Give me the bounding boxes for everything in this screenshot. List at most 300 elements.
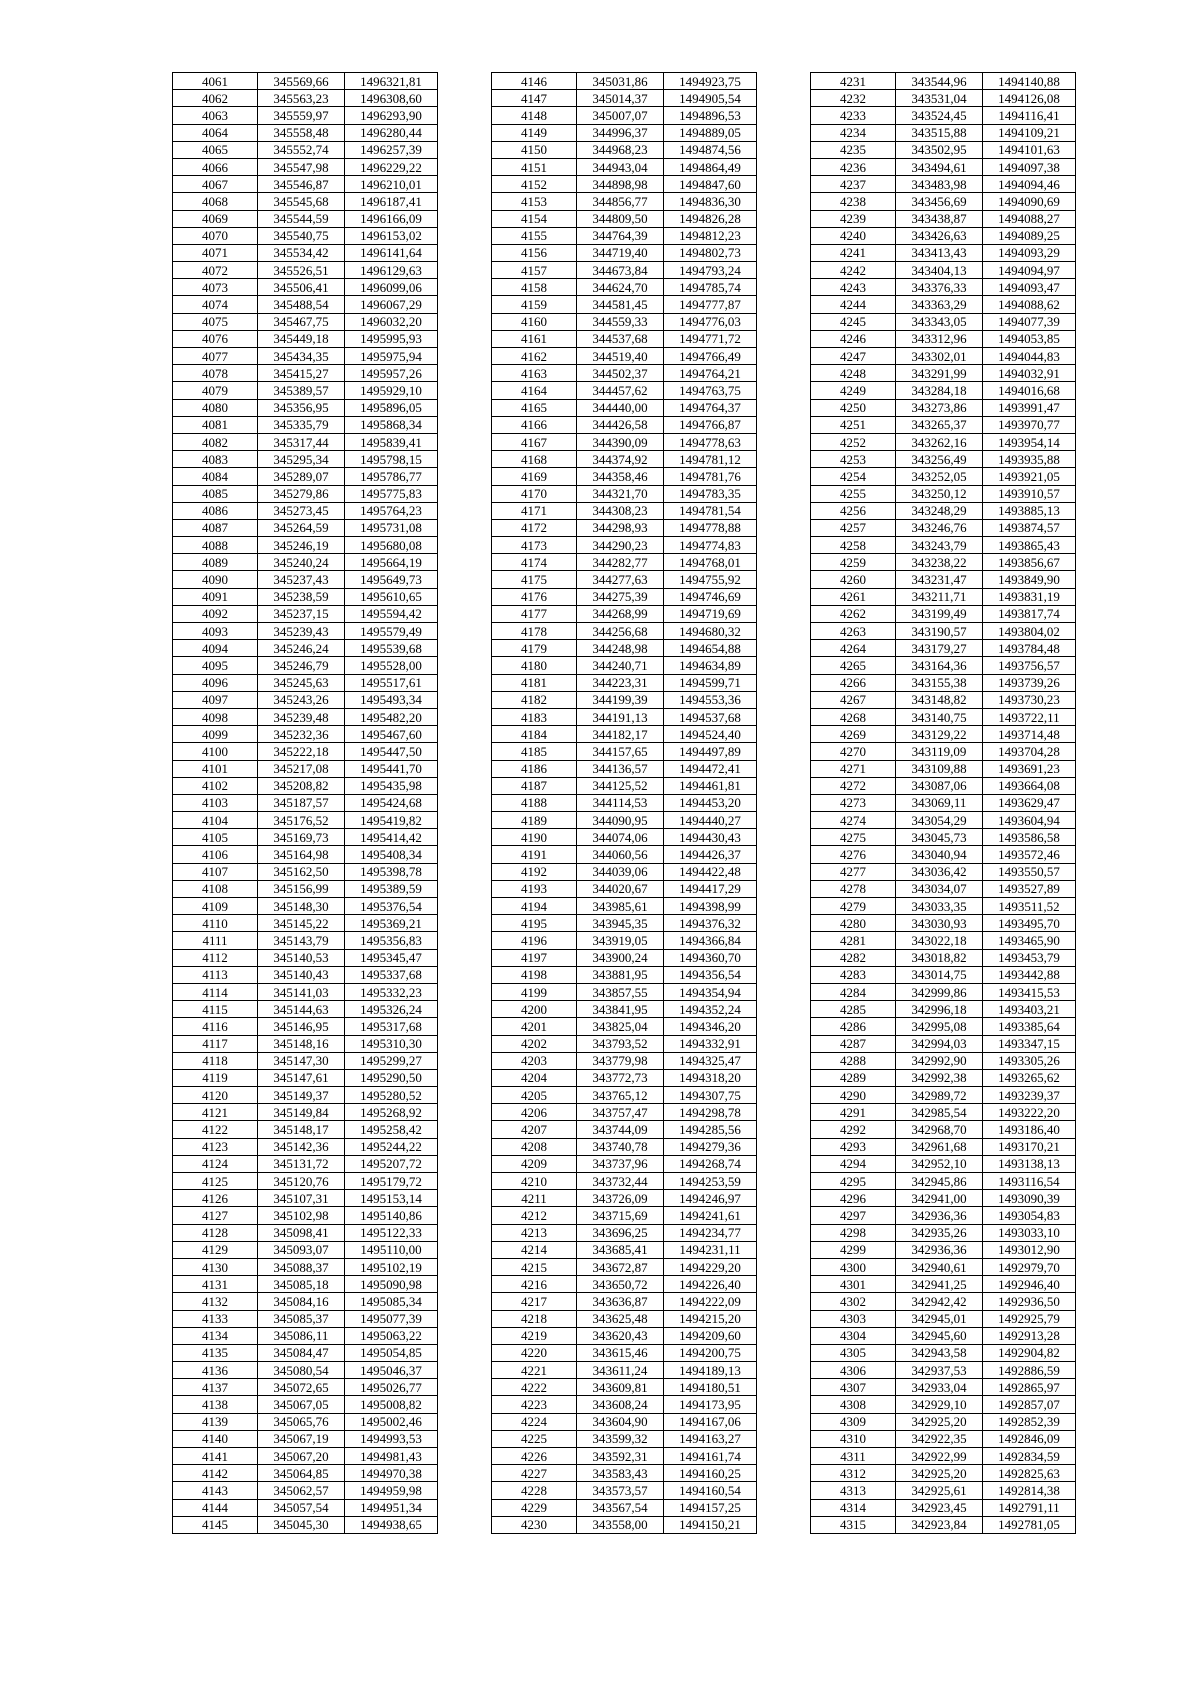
x-coordinate-cell: 345389,57	[258, 382, 345, 399]
x-coordinate-cell: 342995,08	[896, 1018, 983, 1035]
point-number-cell: 4246	[811, 330, 896, 347]
x-coordinate-cell: 344282,77	[577, 554, 664, 571]
y-coordinate-cell: 1493527,89	[983, 880, 1076, 897]
x-coordinate-cell: 344298,93	[577, 519, 664, 536]
table-row	[492, 708, 757, 725]
x-coordinate-cell: 343515,88	[896, 124, 983, 141]
x-coordinate-cell: 343609,81	[577, 1379, 664, 1396]
x-coordinate-cell: 342952,10	[896, 1155, 983, 1172]
x-coordinate-cell: 342925,20	[896, 1465, 983, 1482]
table-row	[492, 829, 757, 846]
table-row	[492, 1482, 757, 1499]
y-coordinate-cell: 1494246,97	[664, 1190, 757, 1207]
x-coordinate-cell: 344191,13	[577, 708, 664, 725]
table-row	[811, 1499, 1076, 1516]
y-coordinate-cell: 1495447,50	[345, 743, 438, 760]
table-row	[173, 640, 438, 657]
y-coordinate-cell: 1493722,11	[983, 708, 1076, 725]
point-number-cell: 4177	[492, 605, 577, 622]
table-row	[173, 244, 438, 261]
x-coordinate-cell: 343265,37	[896, 416, 983, 433]
y-coordinate-cell: 1494599,71	[664, 674, 757, 691]
y-coordinate-cell: 1495179,72	[345, 1173, 438, 1190]
point-number-cell: 4186	[492, 760, 577, 777]
table-row	[811, 519, 1076, 536]
y-coordinate-cell: 1494346,20	[664, 1018, 757, 1035]
x-coordinate-cell: 345295,34	[258, 451, 345, 468]
y-coordinate-cell: 1495299,27	[345, 1052, 438, 1069]
x-coordinate-cell: 345547,98	[258, 158, 345, 175]
point-number-cell: 4245	[811, 313, 896, 330]
y-coordinate-cell: 1494163,27	[664, 1430, 757, 1447]
point-number-cell: 4074	[173, 296, 258, 313]
table-row	[811, 296, 1076, 313]
table-row	[492, 193, 757, 210]
x-coordinate-cell: 344673,84	[577, 262, 664, 279]
table-row	[492, 365, 757, 382]
point-number-cell: 4288	[811, 1052, 896, 1069]
table-row	[811, 73, 1076, 90]
y-coordinate-cell: 1495798,15	[345, 451, 438, 468]
x-coordinate-cell: 345143,79	[258, 932, 345, 949]
point-number-cell: 4308	[811, 1396, 896, 1413]
point-number-cell: 4261	[811, 588, 896, 605]
x-coordinate-cell: 345506,41	[258, 279, 345, 296]
table-row	[173, 313, 438, 330]
x-coordinate-cell: 343248,29	[896, 502, 983, 519]
x-coordinate-cell: 343620,43	[577, 1327, 664, 1344]
x-coordinate-cell: 344248,98	[577, 640, 664, 657]
point-number-cell: 4295	[811, 1173, 896, 1190]
point-number-cell: 4230	[492, 1516, 577, 1533]
y-coordinate-cell: 1494200,75	[664, 1344, 757, 1361]
point-number-cell: 4151	[492, 158, 577, 175]
table-row	[173, 1104, 438, 1121]
table-row	[811, 365, 1076, 382]
point-number-cell: 4162	[492, 348, 577, 365]
point-number-cell: 4254	[811, 468, 896, 485]
table-row	[492, 1035, 757, 1052]
y-coordinate-cell: 1495664,19	[345, 554, 438, 571]
y-coordinate-cell: 1495957,26	[345, 365, 438, 382]
table-row	[811, 1258, 1076, 1275]
y-coordinate-cell: 1493604,94	[983, 812, 1076, 829]
table-row	[492, 1396, 757, 1413]
y-coordinate-cell: 1494229,20	[664, 1258, 757, 1275]
y-coordinate-cell: 1495077,39	[345, 1310, 438, 1327]
x-coordinate-cell: 344856,77	[577, 193, 664, 210]
y-coordinate-cell: 1494763,75	[664, 382, 757, 399]
table-row	[811, 760, 1076, 777]
y-coordinate-cell: 1495310,30	[345, 1035, 438, 1052]
point-number-cell: 4120	[173, 1087, 258, 1104]
point-number-cell: 4125	[173, 1173, 258, 1190]
x-coordinate-cell: 344290,23	[577, 537, 664, 554]
y-coordinate-cell: 1493415,53	[983, 983, 1076, 1000]
y-coordinate-cell: 1493511,52	[983, 898, 1076, 915]
table-row	[492, 1448, 757, 1465]
x-coordinate-cell: 343611,24	[577, 1362, 664, 1379]
point-number-cell: 4198	[492, 966, 577, 983]
table-row	[811, 1155, 1076, 1172]
y-coordinate-cell: 1494826,28	[664, 210, 757, 227]
x-coordinate-cell: 345540,75	[258, 227, 345, 244]
y-coordinate-cell: 1494746,69	[664, 588, 757, 605]
x-coordinate-cell: 343650,72	[577, 1276, 664, 1293]
table-row	[811, 416, 1076, 433]
y-coordinate-cell: 1496129,63	[345, 262, 438, 279]
x-coordinate-cell: 345147,30	[258, 1052, 345, 1069]
y-coordinate-cell: 1492865,97	[983, 1379, 1076, 1396]
y-coordinate-cell: 1494781,12	[664, 451, 757, 468]
table-row	[811, 1087, 1076, 1104]
table-row	[492, 863, 757, 880]
x-coordinate-cell: 343793,52	[577, 1035, 664, 1052]
table-row	[173, 708, 438, 725]
table-row	[173, 605, 438, 622]
table-row	[811, 932, 1076, 949]
point-number-cell: 4275	[811, 829, 896, 846]
point-number-cell: 4292	[811, 1121, 896, 1138]
y-coordinate-cell: 1493885,13	[983, 502, 1076, 519]
y-coordinate-cell: 1493849,90	[983, 571, 1076, 588]
table-row	[492, 1241, 757, 1258]
table-row	[173, 1121, 438, 1138]
x-coordinate-cell: 345545,68	[258, 193, 345, 210]
table-row	[173, 468, 438, 485]
point-number-cell: 4242	[811, 262, 896, 279]
point-number-cell: 4179	[492, 640, 577, 657]
table-row	[173, 416, 438, 433]
y-coordinate-cell: 1493910,57	[983, 485, 1076, 502]
y-coordinate-cell: 1495008,82	[345, 1396, 438, 1413]
x-coordinate-cell: 343413,43	[896, 244, 983, 261]
x-coordinate-cell: 343592,31	[577, 1448, 664, 1465]
x-coordinate-cell: 343558,00	[577, 1516, 664, 1533]
y-coordinate-cell: 1495610,65	[345, 588, 438, 605]
x-coordinate-cell: 344275,39	[577, 588, 664, 605]
y-coordinate-cell: 1496141,64	[345, 244, 438, 261]
y-coordinate-cell: 1494417,29	[664, 880, 757, 897]
coordinates-table-1	[172, 72, 438, 1534]
x-coordinate-cell: 344502,37	[577, 365, 664, 382]
table-row	[492, 1362, 757, 1379]
x-coordinate-cell: 343022,18	[896, 932, 983, 949]
point-number-cell: 4165	[492, 399, 577, 416]
x-coordinate-cell: 345546,87	[258, 176, 345, 193]
x-coordinate-cell: 342929,10	[896, 1396, 983, 1413]
table-row	[173, 554, 438, 571]
point-number-cell: 4146	[492, 73, 577, 90]
y-coordinate-cell: 1495207,72	[345, 1155, 438, 1172]
table-row	[492, 1224, 757, 1241]
table-row	[173, 1362, 438, 1379]
table-row	[811, 502, 1076, 519]
x-coordinate-cell: 345144,63	[258, 1001, 345, 1018]
y-coordinate-cell: 1495868,34	[345, 416, 438, 433]
table-row	[492, 1018, 757, 1035]
x-coordinate-cell: 344457,62	[577, 382, 664, 399]
x-coordinate-cell: 342935,26	[896, 1224, 983, 1241]
x-coordinate-cell: 345467,75	[258, 313, 345, 330]
point-number-cell: 4131	[173, 1276, 258, 1293]
table-row	[492, 244, 757, 261]
point-number-cell: 4293	[811, 1138, 896, 1155]
y-coordinate-cell: 1492913,28	[983, 1327, 1076, 1344]
point-number-cell: 4134	[173, 1327, 258, 1344]
point-number-cell: 4063	[173, 107, 258, 124]
table-row	[173, 1258, 438, 1275]
y-coordinate-cell: 1496321,81	[345, 73, 438, 90]
table-row	[811, 1327, 1076, 1344]
point-number-cell: 4128	[173, 1224, 258, 1241]
x-coordinate-cell: 342940,61	[896, 1258, 983, 1275]
table-row	[173, 451, 438, 468]
x-coordinate-cell: 343841,95	[577, 1001, 664, 1018]
point-number-cell: 4174	[492, 554, 577, 571]
y-coordinate-cell: 1493831,19	[983, 588, 1076, 605]
table-row	[173, 880, 438, 897]
table-row	[811, 777, 1076, 794]
x-coordinate-cell: 342922,35	[896, 1430, 983, 1447]
x-coordinate-cell: 343544,96	[896, 73, 983, 90]
y-coordinate-cell: 1494764,21	[664, 365, 757, 382]
point-number-cell: 4142	[173, 1465, 258, 1482]
y-coordinate-cell: 1494959,98	[345, 1482, 438, 1499]
y-coordinate-cell: 1494680,32	[664, 623, 757, 640]
y-coordinate-cell: 1492904,82	[983, 1344, 1076, 1361]
point-number-cell: 4182	[492, 691, 577, 708]
table-row	[811, 1121, 1076, 1138]
point-number-cell: 4221	[492, 1362, 577, 1379]
y-coordinate-cell: 1494126,08	[983, 90, 1076, 107]
point-number-cell: 4080	[173, 399, 258, 416]
x-coordinate-cell: 343825,04	[577, 1018, 664, 1035]
point-number-cell: 4215	[492, 1258, 577, 1275]
table-row	[492, 1258, 757, 1275]
point-number-cell: 4278	[811, 880, 896, 897]
x-coordinate-cell: 343343,05	[896, 313, 983, 330]
x-coordinate-cell: 345085,18	[258, 1276, 345, 1293]
x-coordinate-cell: 345246,24	[258, 640, 345, 657]
x-coordinate-cell: 344182,17	[577, 726, 664, 743]
y-coordinate-cell: 1494352,24	[664, 1001, 757, 1018]
x-coordinate-cell: 345149,37	[258, 1087, 345, 1104]
y-coordinate-cell: 1494356,54	[664, 966, 757, 983]
point-number-cell: 4132	[173, 1293, 258, 1310]
x-coordinate-cell: 344039,06	[577, 863, 664, 880]
x-coordinate-cell: 343985,61	[577, 898, 664, 915]
y-coordinate-cell: 1496032,20	[345, 313, 438, 330]
table-row	[173, 1430, 438, 1447]
table-row	[173, 485, 438, 502]
x-coordinate-cell: 342923,84	[896, 1516, 983, 1533]
table-row	[811, 468, 1076, 485]
point-number-cell: 4195	[492, 915, 577, 932]
table-row	[173, 537, 438, 554]
x-coordinate-cell: 343140,75	[896, 708, 983, 725]
table-row	[173, 657, 438, 674]
y-coordinate-cell: 1493991,47	[983, 399, 1076, 416]
y-coordinate-cell: 1495493,34	[345, 691, 438, 708]
table-row	[492, 519, 757, 536]
y-coordinate-cell: 1494472,41	[664, 760, 757, 777]
point-number-cell: 4122	[173, 1121, 258, 1138]
y-coordinate-cell: 1494366,84	[664, 932, 757, 949]
table-row	[492, 313, 757, 330]
point-number-cell: 4145	[173, 1516, 258, 1533]
point-number-cell: 4061	[173, 73, 258, 90]
y-coordinate-cell: 1496099,06	[345, 279, 438, 296]
x-coordinate-cell: 344020,67	[577, 880, 664, 897]
point-number-cell: 4298	[811, 1224, 896, 1241]
point-number-cell: 4281	[811, 932, 896, 949]
x-coordinate-cell: 345102,98	[258, 1207, 345, 1224]
point-number-cell: 4064	[173, 124, 258, 141]
point-number-cell: 4112	[173, 949, 258, 966]
x-coordinate-cell: 344136,57	[577, 760, 664, 777]
y-coordinate-cell: 1495317,68	[345, 1018, 438, 1035]
x-coordinate-cell: 345169,73	[258, 829, 345, 846]
y-coordinate-cell: 1495268,92	[345, 1104, 438, 1121]
x-coordinate-cell: 345080,54	[258, 1362, 345, 1379]
x-coordinate-cell: 345014,37	[577, 90, 664, 107]
y-coordinate-cell: 1496229,22	[345, 158, 438, 175]
table-row	[811, 1516, 1076, 1533]
y-coordinate-cell: 1494209,60	[664, 1327, 757, 1344]
y-coordinate-cell: 1494360,70	[664, 949, 757, 966]
table-row	[492, 382, 757, 399]
y-coordinate-cell: 1495995,93	[345, 330, 438, 347]
y-coordinate-cell: 1495441,70	[345, 760, 438, 777]
y-coordinate-cell: 1495054,85	[345, 1344, 438, 1361]
x-coordinate-cell: 342923,45	[896, 1499, 983, 1516]
x-coordinate-cell: 342985,54	[896, 1104, 983, 1121]
y-coordinate-cell: 1494279,36	[664, 1138, 757, 1155]
table-row	[173, 1413, 438, 1430]
point-number-cell: 4204	[492, 1069, 577, 1086]
x-coordinate-cell: 345243,26	[258, 691, 345, 708]
x-coordinate-cell: 342925,20	[896, 1413, 983, 1430]
y-coordinate-cell: 1494461,81	[664, 777, 757, 794]
table-row	[173, 519, 438, 536]
y-coordinate-cell: 1493704,28	[983, 743, 1076, 760]
point-number-cell: 4150	[492, 141, 577, 158]
y-coordinate-cell: 1494778,63	[664, 433, 757, 450]
point-number-cell: 4307	[811, 1379, 896, 1396]
x-coordinate-cell: 345141,03	[258, 983, 345, 1000]
table-row	[492, 623, 757, 640]
point-number-cell: 4231	[811, 73, 896, 90]
y-coordinate-cell: 1496308,60	[345, 90, 438, 107]
table-row	[811, 743, 1076, 760]
table-row	[811, 1018, 1076, 1035]
point-number-cell: 4099	[173, 726, 258, 743]
table-row	[492, 932, 757, 949]
x-coordinate-cell: 343636,87	[577, 1293, 664, 1310]
point-number-cell: 4152	[492, 176, 577, 193]
table-row	[492, 1465, 757, 1482]
coordinates-table-2	[491, 72, 757, 1534]
table-row	[173, 262, 438, 279]
point-number-cell: 4117	[173, 1035, 258, 1052]
point-number-cell: 4109	[173, 898, 258, 915]
table-row	[811, 1379, 1076, 1396]
point-number-cell: 4303	[811, 1310, 896, 1327]
table-row	[492, 571, 757, 588]
point-number-cell: 4160	[492, 313, 577, 330]
y-coordinate-cell: 1494160,25	[664, 1465, 757, 1482]
y-coordinate-cell: 1494189,13	[664, 1362, 757, 1379]
table-row	[492, 485, 757, 502]
y-coordinate-cell: 1494268,74	[664, 1155, 757, 1172]
y-coordinate-cell: 1495528,00	[345, 657, 438, 674]
point-number-cell: 4113	[173, 966, 258, 983]
y-coordinate-cell: 1495337,68	[345, 966, 438, 983]
point-number-cell: 4211	[492, 1190, 577, 1207]
x-coordinate-cell: 345187,57	[258, 794, 345, 811]
point-number-cell: 4100	[173, 743, 258, 760]
x-coordinate-cell: 343148,82	[896, 691, 983, 708]
y-coordinate-cell: 1492857,07	[983, 1396, 1076, 1413]
table-row	[811, 227, 1076, 244]
point-number-cell: 4205	[492, 1087, 577, 1104]
table-row	[173, 1207, 438, 1224]
point-number-cell: 4089	[173, 554, 258, 571]
x-coordinate-cell: 342933,04	[896, 1379, 983, 1396]
point-number-cell: 4301	[811, 1276, 896, 1293]
table-row	[173, 90, 438, 107]
y-coordinate-cell: 1495649,73	[345, 571, 438, 588]
y-coordinate-cell: 1494764,37	[664, 399, 757, 416]
table-row	[173, 1465, 438, 1482]
x-coordinate-cell: 344426,58	[577, 416, 664, 433]
point-number-cell: 4228	[492, 1482, 577, 1499]
x-coordinate-cell: 344268,99	[577, 605, 664, 622]
table-row	[811, 1362, 1076, 1379]
table-row	[173, 1448, 438, 1465]
y-coordinate-cell: 1494016,68	[983, 382, 1076, 399]
x-coordinate-cell: 344074,06	[577, 829, 664, 846]
y-coordinate-cell: 1495026,77	[345, 1379, 438, 1396]
point-number-cell: 4087	[173, 519, 258, 536]
table-row	[492, 1138, 757, 1155]
x-coordinate-cell: 345237,43	[258, 571, 345, 588]
table-row	[811, 794, 1076, 811]
point-number-cell: 4092	[173, 605, 258, 622]
y-coordinate-cell: 1494150,21	[664, 1516, 757, 1533]
y-coordinate-cell: 1495376,54	[345, 898, 438, 915]
table-row	[173, 193, 438, 210]
point-number-cell: 4095	[173, 657, 258, 674]
point-number-cell: 4256	[811, 502, 896, 519]
y-coordinate-cell: 1493170,21	[983, 1138, 1076, 1155]
table-row	[811, 244, 1076, 261]
point-number-cell: 4304	[811, 1327, 896, 1344]
table-row	[173, 348, 438, 365]
table-row	[811, 1104, 1076, 1121]
table-row	[811, 330, 1076, 347]
x-coordinate-cell: 343034,07	[896, 880, 983, 897]
x-coordinate-cell: 343376,33	[896, 279, 983, 296]
y-coordinate-cell: 1495153,14	[345, 1190, 438, 1207]
table-row	[492, 640, 757, 657]
y-coordinate-cell: 1493033,10	[983, 1224, 1076, 1241]
point-number-cell: 4102	[173, 777, 258, 794]
x-coordinate-cell: 345273,45	[258, 502, 345, 519]
table-row	[811, 451, 1076, 468]
x-coordinate-cell: 344374,92	[577, 451, 664, 468]
